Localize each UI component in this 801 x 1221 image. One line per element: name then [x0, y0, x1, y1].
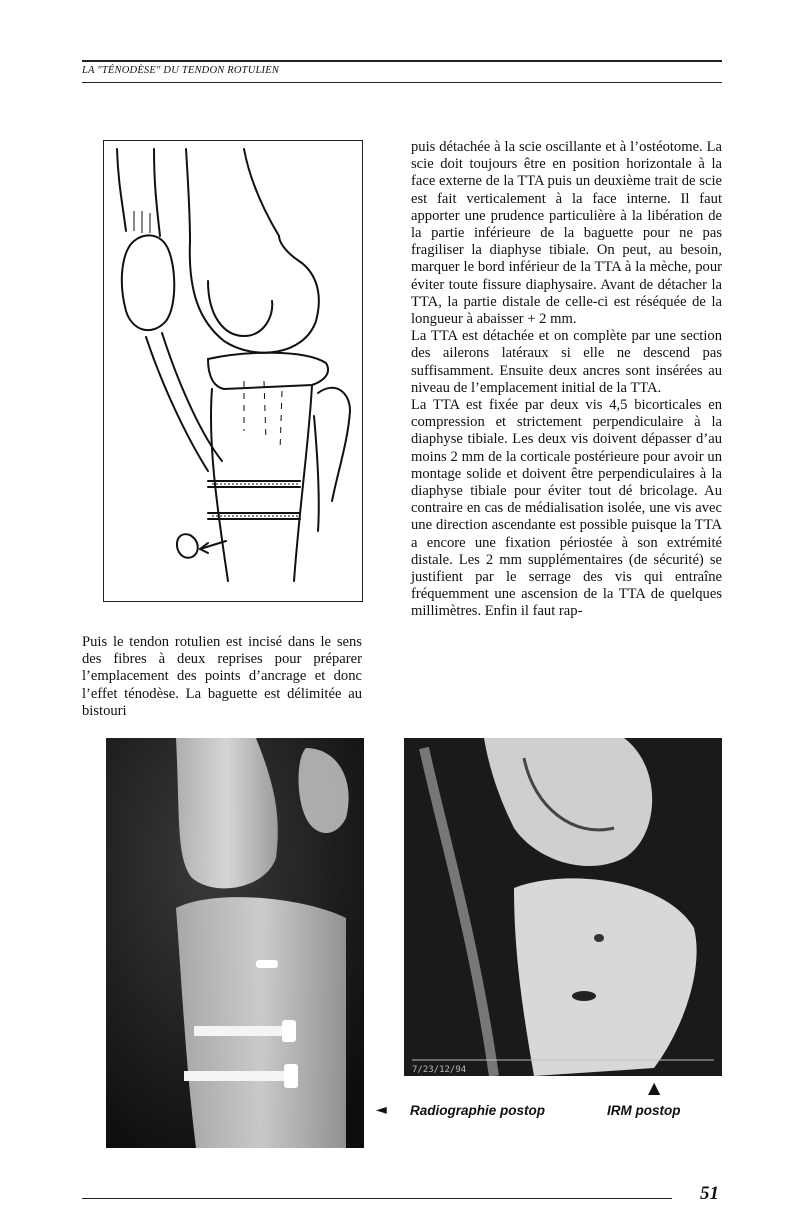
- right-paragraph-1: puis détachée à la scie oscillante et à l’ostéotome. La scie doit toujours être en position horizontale à la face externe de la TTA puis un deuxième trait de scie est fait verticalement à la face interne. Il faut apporter une prudence particulière à la libération de la partie inférieure de la baguette pour ne pas fragiliser la diaphyse tibiale. On peut, au besoin, marquer le bord inférieur de la TTA à la mèche, pour éviter toute fissure diaphysaire. Avant de détacher la TTA, la partie distale de celle-ci est réséquée de la longueur à abaisser + 2 mm.: [411, 139, 722, 328]
- xray-tibia: [176, 897, 346, 1148]
- right-column: [411, 139, 722, 621]
- xray-femur: [176, 738, 278, 888]
- bone-fragment: [177, 534, 198, 558]
- mri-date-label: 7/23/12/94: [412, 1065, 467, 1075]
- left-paragraph: Puis le tendon rotulien est incisé dans le sens des fibres à deux reprises pour préparer l’emplacement des points d’ancrage et donc l’effet ténodèse. La baguette est délimitée au bistouri: [82, 634, 362, 719]
- left-column: [82, 634, 362, 720]
- mri-svg: [404, 738, 722, 1076]
- fibula: [318, 388, 350, 501]
- footer-rule: [82, 1198, 672, 1199]
- xray-anchor: [256, 960, 278, 968]
- header-rule-top: [82, 60, 722, 62]
- tibia-shaft: [211, 389, 228, 581]
- xray-screw-upper: [194, 1026, 290, 1036]
- patella: [122, 235, 174, 330]
- radiograph-image: [106, 738, 364, 1148]
- right-paragraph-2: La TTA est détachée et on complète par une section des ailerons latéraux si elle ne descend pas suffisamment. Ensuite deux ancres sont insérées au niveau de l’emplacement initial de la TTA.: [411, 328, 722, 396]
- page-number: 51: [700, 1183, 719, 1204]
- tibial-plateau: [208, 353, 328, 389]
- radiograph-caption: Radiographie postop: [410, 1103, 545, 1118]
- mri-screw-void: [572, 991, 596, 1001]
- right-paragraph-3: La TTA est fixée par deux vis 4,5 bicorticales en compression et strictement perpendiculaire à la diaphyse tibiale. Les deux vis doivent dépasser d’au moins 2 mm de la corticale postérieure pour avoir un montage solide et doivent être perpendiculaires à la diaphyse tibiale pour éviter tout dé bricolage. Au contraire en cas de médialisation isolée, une vis avec une direction ascendante est possible puisque la TTA a encore une fixation périostée à son extrémité distale. Les 2 mm supplémentaires (de sécurité) se justifient par le serrage des vis qui entraîne fréquemment une ascension de la TTA de quelques millimètres. Enfin il faut rap-: [411, 397, 722, 620]
- femur-line: [117, 149, 126, 231]
- knee-drawing-svg: [104, 141, 362, 601]
- xray-screw-lower: [184, 1071, 294, 1081]
- mri-caption: IRM postop: [607, 1103, 681, 1118]
- knee-surgery-drawing: [103, 140, 363, 602]
- header-rule-bottom: [82, 82, 722, 83]
- mri-arrow-icon: ▲: [648, 1078, 661, 1097]
- patellar-tendon: [146, 337, 208, 471]
- mri-image: [404, 738, 722, 1076]
- running-title: LA "TÉNODÈSE" DU TENDON ROTULIEN: [82, 65, 280, 76]
- radiograph-svg: [106, 738, 364, 1148]
- radiograph-arrow-icon: ◄: [376, 1102, 387, 1118]
